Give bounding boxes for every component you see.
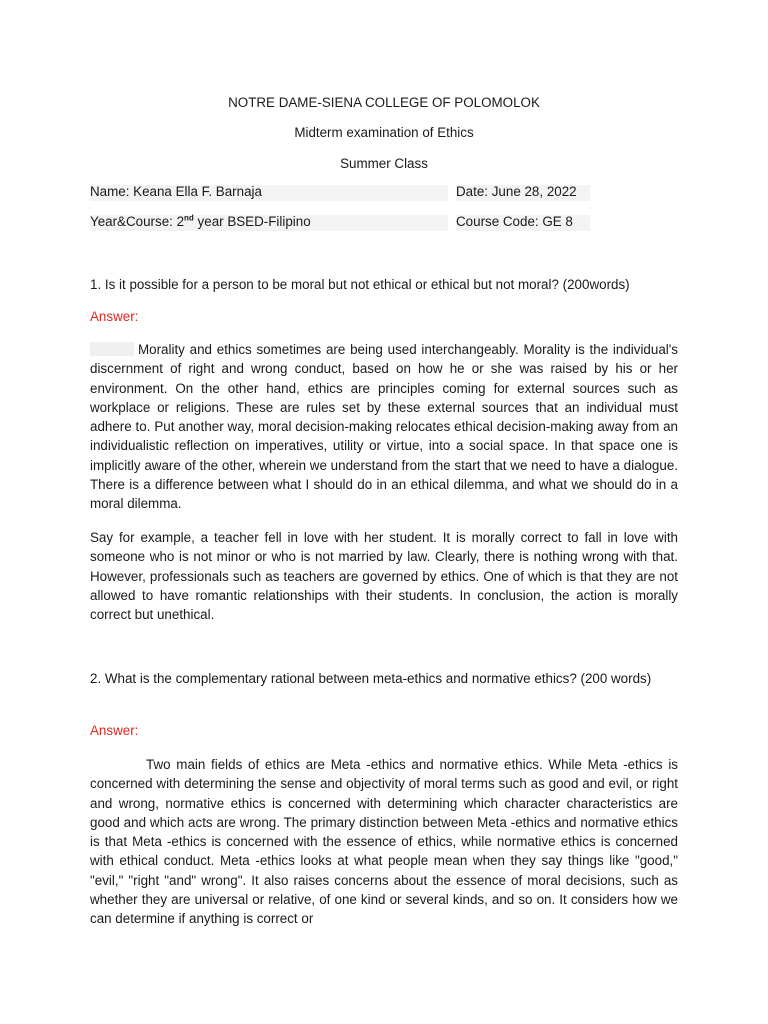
course-row [90,213,690,231]
name-row [90,183,690,201]
school-name: NOTRE DAME-SIENA COLLEGE OF POLOMOLOK [228,95,540,110]
answer-label-1: Answer: [90,309,139,324]
question-2: 2. What is the complementary rational between meta-ethics and normative ethics? (200 words) [90,671,652,686]
exam-date: Date: June 28, 2022 [456,184,577,199]
class-label: Summer Class [340,156,428,171]
student-name: Name: Keana Ella F. Barnaja [90,184,262,199]
answer-2-paragraph-1: Two main fields of ethics are Meta -ethics and normative ethics. While Meta -ethics is concerned with determining the sense and objectivity of moral terms such as good and evil, or right and wrong, normative ethics is concerned with determining which character characteristics are good and which acts are wrong. The primary distinction between Meta -ethics and normative ethics is that Meta -ethics is concerned with the essence of ethics, while normative ethics is concerned with ethical conduct. Meta -ethics looks at what people mean when they say things like "good," "evil," "right "and" wrong". It also raises concerns about the essence of moral decisions, such as whether they are universal or relative, of one kind or several kinds, and so on. It considers how we can determine if anything is correct or [90,757,678,927]
exam-title: Midterm examination of Ethics [294,125,474,140]
answer-label-2: Answer: [90,723,139,738]
answer-1-paragraph-1: Morality and ethics sometimes are being used interchangeably. Morality is the individual's discernment of right and wrong conduct, based on how he or she was raised by his or her environment. On the other hand, ethics are principles coming for external sources such as workplace or religions. These are rules set by these external sources that an individual must adhere to. Put another way, moral decision-making relocates ethical decision-making away from an individualistic reflection on imperatives, utility or virtue, into a social space. In that space one is implicitly aware of the other, wherein we understand from the start that we need to have a dialogue. There is a difference between what I should do in an ethical dilemma, and what we should do in a moral dilemma. [90,342,678,512]
indent-shade [90,342,134,356]
course-code: Course Code: GE 8 [456,214,573,229]
year-course: Year&Course: 2nd year BSED-Filipino [90,213,311,229]
question-1: 1. Is it possible for a person to be moral but not ethical or ethical but not moral? (200words) [90,277,630,292]
answer-1-paragraph-2: Say for example, a teacher fell in love with her student. It is morally correct to fall in love with someone who is not minor or who is not married by law. Clearly, there is nothing wrong with that. However, professionals such as teachers are governed by ethics. One of which is that they are not allowed to have romantic relationships with their students. In conclusion, the action is morally correct but unethical. [90,530,678,623]
